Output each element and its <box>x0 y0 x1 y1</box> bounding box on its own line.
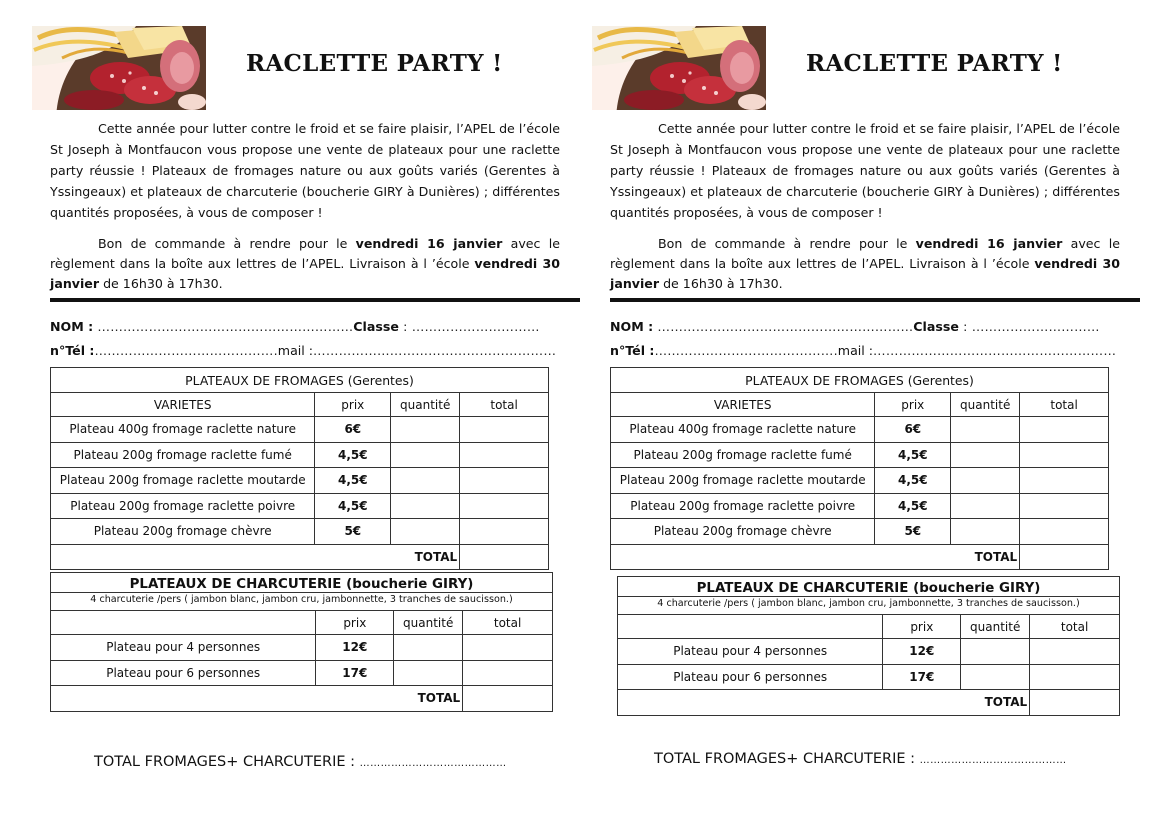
total-cell[interactable] <box>1020 442 1109 468</box>
grand-total-label: TOTAL FROMAGES+ CHARCUTERIE : <box>654 751 916 767</box>
quantity-cell[interactable] <box>394 635 463 661</box>
quantity-cell[interactable] <box>961 664 1030 690</box>
cheese-table <box>50 367 549 570</box>
col-header-prix: prix <box>875 393 951 417</box>
classe-label: Classe <box>913 319 959 334</box>
quantity-cell[interactable] <box>961 639 1030 665</box>
charcuterie-total-label: TOTAL <box>618 690 1030 716</box>
delivery-date: vendredi 30 janvier <box>50 256 560 291</box>
tel-label: n°Tél : <box>50 343 95 358</box>
col-header-total: total <box>460 393 549 417</box>
page-title: RACLETTE PARTY ! <box>246 50 503 77</box>
quantity-cell[interactable] <box>951 519 1020 545</box>
col-header-total: total <box>1030 615 1120 639</box>
mail-label: mail : <box>277 343 314 358</box>
charcuterie-total-cell[interactable] <box>1030 690 1120 716</box>
cheese-table-title: PLATEAUX DE FROMAGES (Gerentes) <box>611 368 1109 393</box>
name-class-line[interactable]: NOM : ……………………………………………………Classe : ………………………… <box>610 319 1100 334</box>
col-header-quantite: quantité <box>961 615 1030 639</box>
raclette-photo <box>32 26 206 110</box>
total-cell[interactable] <box>1030 639 1120 665</box>
table-row: Plateau pour 6 personnes 17€ <box>618 664 1120 690</box>
order-deadline: vendredi 16 janvier <box>355 236 503 251</box>
delivery-date: vendredi 30 janvier <box>610 256 1120 291</box>
charcuterie-total-label: TOTAL <box>51 686 463 712</box>
table-row: Plateau pour 4 personnes 12€ <box>618 639 1120 665</box>
table-row: Plateau 200g fromage raclette poivre 4,5€ <box>51 493 549 519</box>
page-title: RACLETTE PARTY ! <box>806 50 1063 77</box>
intro-paragraph: Cette année pour lutter contre le froid et se faire plaisir, l’APEL de l’école St Joseph à Montfaucon vous propose une vente de plateaux pour une raclette party réussie ! Plateaux de fromages nature ou aux goûts variés (Gerentes à Yssingeaux) et plateaux de charcuterie (boucherie GIRY à Dunières) ; différentes quantités proposées, à vous de composer ! <box>610 121 1120 220</box>
quantity-cell[interactable] <box>951 493 1020 519</box>
quantity-cell[interactable] <box>391 442 460 468</box>
charcuterie-table-title: PLATEAUX DE CHARCUTERIE (boucherie GIRY) <box>51 573 553 593</box>
nom-label: NOM : <box>50 319 94 334</box>
table-row: Plateau 200g fromage raclette fumé 4,5€ <box>51 442 549 468</box>
total-cell[interactable] <box>460 519 549 545</box>
col-header-total: total <box>1020 393 1109 417</box>
grand-total-line[interactable]: TOTAL FROMAGES+ CHARCUTERIE : …………………………………… <box>94 754 507 770</box>
col-header-quantite: quantité <box>394 611 463 635</box>
col-header-varietes: VARIETES <box>611 393 875 417</box>
cheese-total-cell[interactable] <box>460 544 549 570</box>
charcuterie-total-cell[interactable] <box>463 686 553 712</box>
grand-total-line[interactable]: TOTAL FROMAGES+ CHARCUTERIE : …………………………………… <box>654 751 1067 767</box>
total-cell[interactable] <box>1020 468 1109 494</box>
order-form-right <box>606 0 1146 827</box>
mail-label: mail : <box>837 343 874 358</box>
quantity-cell[interactable] <box>391 493 460 519</box>
total-cell[interactable] <box>460 417 549 443</box>
total-cell[interactable] <box>1020 493 1109 519</box>
intro-paragraph: Cette année pour lutter contre le froid et se faire plaisir, l’APEL de l’école St Joseph à Montfaucon vous propose une vente de plateaux pour une raclette party réussie ! Plateaux de fromages nature ou aux goûts variés (Gerentes à Yssingeaux) et plateaux de charcuterie (boucherie GIRY à Dunières) ; différentes quantités proposées, à vous de composer ! <box>50 121 560 220</box>
classe-label: Classe <box>353 319 399 334</box>
order-deadline: vendredi 16 janvier <box>915 236 1063 251</box>
col-header-varietes: VARIETES <box>51 393 315 417</box>
table-row: Plateau pour 6 personnes 17€ <box>51 660 553 686</box>
total-cell[interactable] <box>460 442 549 468</box>
order-instructions: Bon de commande à rendre pour le vendredi 16 janvier avec le règlement dans la boîte aux lettres de l’APEL. Livraison à l ’école vendredi 30 janvier de 16h30 à 17h30. <box>50 236 560 291</box>
total-cell[interactable] <box>463 660 553 686</box>
charcuterie-subtitle: 4 charcuterie /pers ( jambon blanc, jambon cru, jambonnette, 3 tranches de saucisson.) <box>618 597 1120 615</box>
col-header-prix: prix <box>316 611 394 635</box>
charcuterie-table <box>617 576 1120 716</box>
quantity-cell[interactable] <box>951 442 1020 468</box>
quantity-cell[interactable] <box>951 468 1020 494</box>
quantity-cell[interactable] <box>394 660 463 686</box>
table-row: Plateau pour 4 personnes 12€ <box>51 635 553 661</box>
charcuterie-subtitle: 4 charcuterie /pers ( jambon blanc, jambon cru, jambonnette, 3 tranches de saucisson.) <box>51 593 553 611</box>
cheese-total-label: TOTAL <box>611 544 1020 570</box>
cheese-total-label: TOTAL <box>51 544 460 570</box>
order-instructions: Bon de commande à rendre pour le vendredi 16 janvier avec le règlement dans la boîte aux lettres de l’APEL. Livraison à l ’école vendredi 30 janvier de 16h30 à 17h30. <box>610 236 1120 291</box>
col-header-quantite: quantité <box>951 393 1020 417</box>
order-form-left <box>46 0 586 827</box>
table-row: Plateau 200g fromage raclette moutarde 4,5€ <box>51 468 549 494</box>
name-class-line[interactable]: NOM : ……………………………………………………Classe : ………………………… <box>50 319 540 334</box>
table-row: Plateau 200g fromage chèvre 5€ <box>611 519 1109 545</box>
quantity-cell[interactable] <box>391 417 460 443</box>
quantity-cell[interactable] <box>391 468 460 494</box>
nom-label: NOM : <box>610 319 654 334</box>
table-row: Plateau 200g fromage raclette fumé 4,5€ <box>611 442 1109 468</box>
quantity-cell[interactable] <box>951 417 1020 443</box>
section-divider <box>610 298 1140 302</box>
col-header-quantite: quantité <box>391 393 460 417</box>
cheese-total-cell[interactable] <box>1020 544 1109 570</box>
tel-label: n°Tél : <box>610 343 655 358</box>
total-cell[interactable] <box>460 468 549 494</box>
phone-mail-line[interactable]: n°Tél :…………………………………….mail :………………………………………………… <box>610 343 1117 358</box>
col-header-prix: prix <box>315 393 391 417</box>
cheese-table-title: PLATEAUX DE FROMAGES (Gerentes) <box>51 368 549 393</box>
raclette-platter-image <box>32 26 206 110</box>
charcuterie-table <box>50 572 553 712</box>
quantity-cell[interactable] <box>391 519 460 545</box>
raclette-platter-image <box>592 26 766 110</box>
table-row: Plateau 200g fromage raclette moutarde 4,5€ <box>611 468 1109 494</box>
table-row: Plateau 400g fromage raclette nature 6€ <box>51 417 549 443</box>
section-divider <box>50 298 580 302</box>
total-cell[interactable] <box>1030 664 1120 690</box>
charcuterie-table-title: PLATEAUX DE CHARCUTERIE (boucherie GIRY) <box>618 577 1120 597</box>
phone-mail-line[interactable]: n°Tél :…………………………………….mail :………………………………………………… <box>50 343 557 358</box>
table-row: Plateau 400g fromage raclette nature 6€ <box>611 417 1109 443</box>
grand-total-label: TOTAL FROMAGES+ CHARCUTERIE : <box>94 754 356 770</box>
col-header-prix: prix <box>883 615 961 639</box>
total-cell[interactable] <box>463 635 553 661</box>
cheese-table <box>610 367 1109 570</box>
raclette-photo <box>592 26 766 110</box>
total-cell[interactable] <box>1020 417 1109 443</box>
col-header-total: total <box>463 611 553 635</box>
total-cell[interactable] <box>460 493 549 519</box>
table-row: Plateau 200g fromage raclette poivre 4,5€ <box>611 493 1109 519</box>
total-cell[interactable] <box>1020 519 1109 545</box>
table-row: Plateau 200g fromage chèvre 5€ <box>51 519 549 545</box>
